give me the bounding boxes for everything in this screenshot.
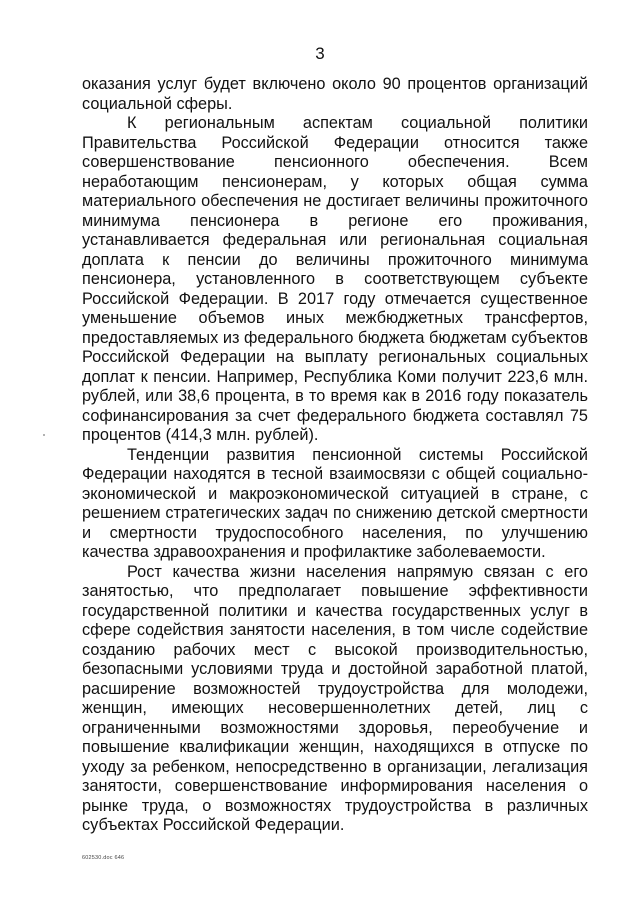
paragraph-pension-policy: К региональным аспектам социальной политики Правительства Российской Федерации относится также совершенствование пенсионного обеспечения. Всем неработающим пенсионерам, у которых общая сумма материального обеспечения не достигает величины прожиточного минимума пенсионера в регионе его проживания, устанавливается федеральная или региональная социальная доплата к пенсии до величины прожиточного минимума пенсионера, установленного в соответствующем субъекте Российской Федерации. В 2017 году отмечается существенное уменьшение объемов иных межбюджетных трансфертов, предоставляемых из федерального бюджета бюджетам субъектов Российской Федерации на выплату региональных социальных доплат к пенсии. Например, Республика Коми получит 223,6 млн. рублей, или 38,6 процента, в то время как в 2016 году показатель софинансирования за счет федерального бюджета составлял 75 процентов (414,3 млн. рублей). <box>82 114 588 444</box>
document-body <box>82 75 588 836</box>
paragraph-pension-trends: Тенденции развития пенсионной системы Российской Федерации находятся в тесной взаимосвязи с общей социально-экономической и макроэкономической ситуацией в стране, с решением стратегических задач по снижению детской смертности и смертности трудоспособного населения, по улучшению качества здравоохранения и профилактике заболеваемости. <box>82 445 588 561</box>
paragraph-continuation: оказания услуг будет включено около 90 процентов организаций социальной сферы. <box>82 75 588 113</box>
paragraph-employment: Рост качества жизни населения напрямую связан с его занятостью, что предполагает повышение эффективности государственной политики и качества государственных услуг в сфере содействия занятости населения, в том числе содействие созданию рабочих мест с высокой производительностью, безопасными условиями труда и достойной заработной платой, расширение возможностей трудоустройства для молодежи, женщин, имеющих несовершеннолетних детей, лиц с ограниченными возможностями здоровья, переобучение и повышение квалификации женщин, находящихся в отпуске по уходу за ребенком, непосредственно в организации, легализация занятости, совершенствование информирования населения о рынке труда, о возможностях трудоустройства в различных субъектах Российской Федерации. <box>82 562 588 834</box>
page-number: 3 <box>315 44 325 63</box>
scan-artifact <box>43 434 45 436</box>
document-footer: 602530.doc 646 <box>82 855 125 861</box>
